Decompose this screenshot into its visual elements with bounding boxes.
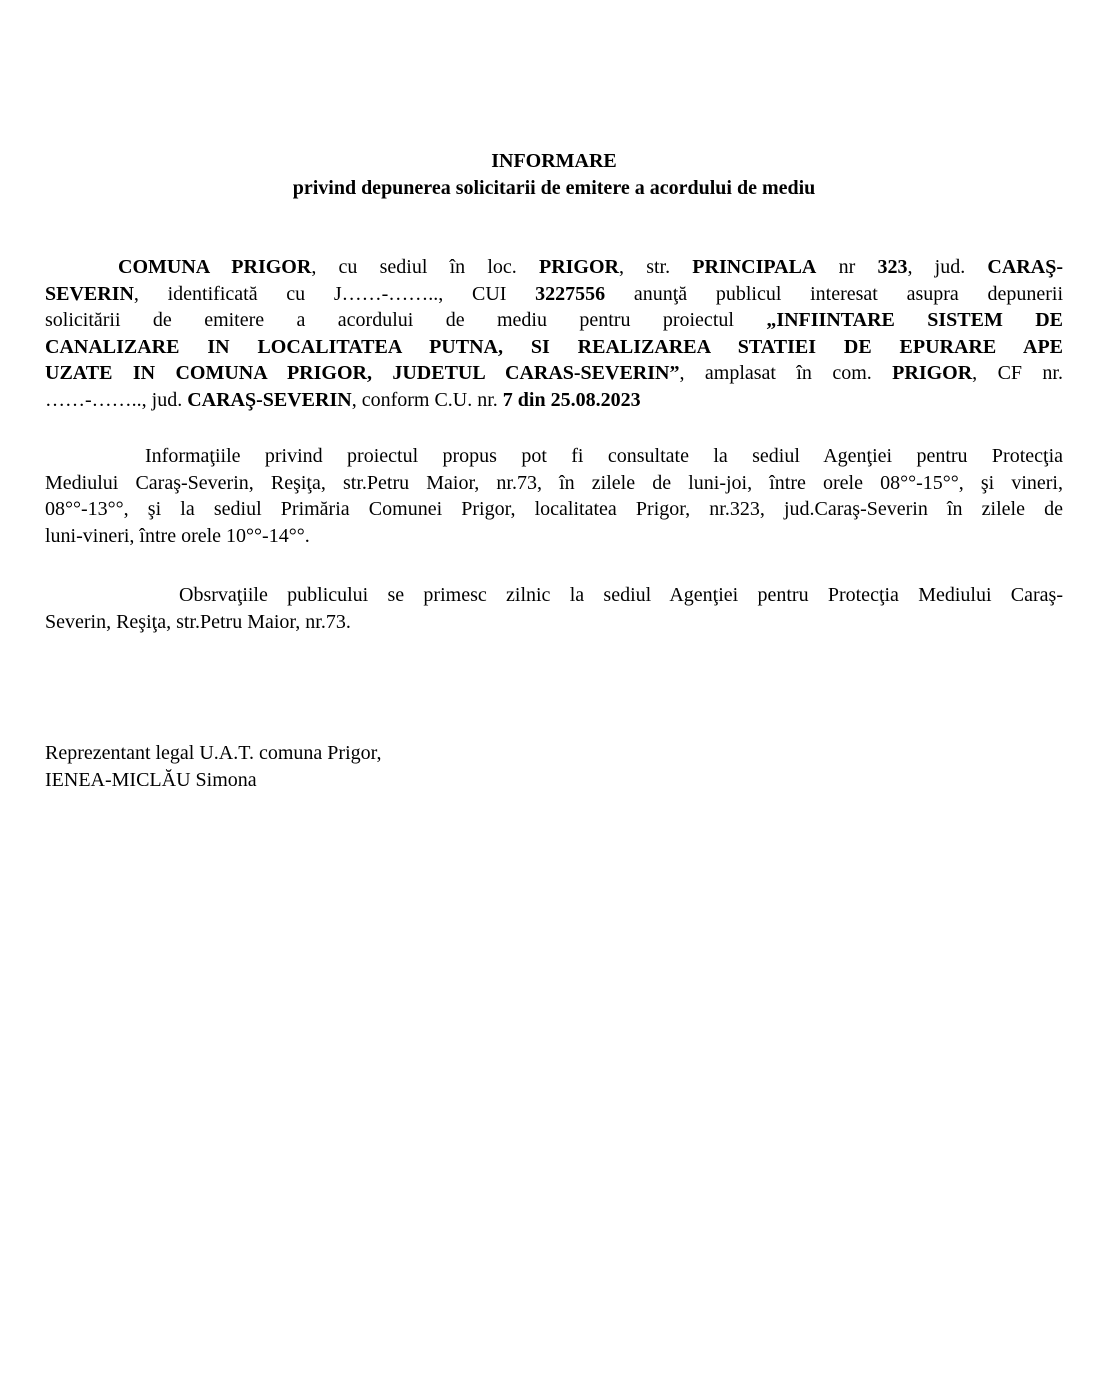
paragraph-line	[45, 334, 1063, 361]
paragraph-line	[45, 281, 1063, 308]
bold-text: SEVERIN	[45, 282, 134, 305]
paragraph-announcement	[45, 254, 1063, 413]
text: , str.	[618, 256, 693, 278]
bold-text: 323	[877, 256, 908, 278]
text: , jud.	[907, 256, 988, 278]
text: 08°°-13°°, şi la sediul Primăria Comunei Prigor, localitatea Prigor, nr.323, jud.Caraş-Severin în zilele de	[45, 498, 1063, 520]
text: , amplasat în com.	[679, 362, 893, 384]
paragraph-consultation-info	[45, 443, 1063, 549]
paragraph-line	[45, 582, 1063, 609]
bold-text: CANALIZARE IN LOCALITATEA PUTNA, SI REALIZAREA STATIEI DE EPURARE APE	[45, 335, 1063, 358]
bold-text: COMUNA PRIGOR	[118, 256, 312, 278]
paragraph-line	[45, 307, 1063, 334]
paragraph-line	[45, 360, 1063, 387]
title-line-2: privind depunerea solicitarii de emitere a acordului de mediu	[292, 176, 816, 199]
paragraph-line	[45, 496, 1063, 523]
paragraph-line	[45, 470, 1063, 497]
text: Mediului Caraş-Severin, Reşiţa, str.Petru Maior, nr.73, în zilele de luni-joi, între orele 08°°-15°°, şi vineri,	[45, 471, 1063, 494]
text: luni-vineri, între orele 10°°-14°°.	[45, 524, 310, 547]
bold-text: PRINCIPALA	[692, 256, 817, 278]
text: , identificată cu J……-…….., CUI	[133, 282, 536, 305]
title-line-1: INFORMARE	[491, 150, 617, 172]
text: anunţă publicul interesat asupra depunerii	[605, 282, 1063, 305]
bold-text: PRIGOR	[892, 362, 973, 384]
paragraph-line	[45, 443, 1063, 470]
text: solicitării de emitere a acordului de mediu pentru proiectul	[45, 309, 767, 331]
bold-text: „INFIINTARE SISTEM DE	[766, 309, 1064, 331]
bold-text: 7 din 25.08.2023	[502, 388, 641, 411]
text: nr	[816, 256, 878, 278]
paragraph-line	[45, 523, 1063, 550]
signature-name: IENEA-MICLĂU Simona	[45, 768, 257, 791]
signature-role: Reprezentant legal U.A.T. comuna Prigor,	[45, 742, 382, 764]
text: , conform C.U. nr.	[351, 388, 503, 411]
text: Obsrvaţiile publicului se primesc zilnic la sediul Agenţiei pentru Protecţia Mediului Caraş-	[179, 584, 1063, 606]
bold-text: CARAŞ-SEVERIN	[187, 388, 352, 411]
bold-text: UZATE IN COMUNA PRIGOR, JUDETUL CARAS-SEVERIN”	[45, 362, 680, 384]
text: , cu sediul în loc.	[311, 256, 539, 278]
paragraph-line	[45, 254, 1063, 281]
paragraph-public-observations	[45, 582, 1063, 635]
text: Informaţiile privind proiectul propus pot fi consultate la sediul Agenţiei pentru Protecţia	[145, 445, 1063, 467]
bold-text: CARAŞ-	[987, 256, 1063, 278]
bold-text: 3227556	[535, 282, 606, 305]
text: ……-…….., jud.	[45, 388, 188, 411]
signature-block	[45, 740, 1063, 793]
text: , CF nr.	[972, 362, 1063, 384]
text: Severin, Reşiţa, str.Petru Maior, nr.73.	[45, 610, 351, 633]
document-paragraphs	[45, 254, 1063, 635]
paragraph-line	[45, 609, 1063, 636]
bold-text: PRIGOR	[538, 256, 619, 278]
paragraph-line	[45, 387, 1063, 414]
document-title	[45, 148, 1063, 201]
